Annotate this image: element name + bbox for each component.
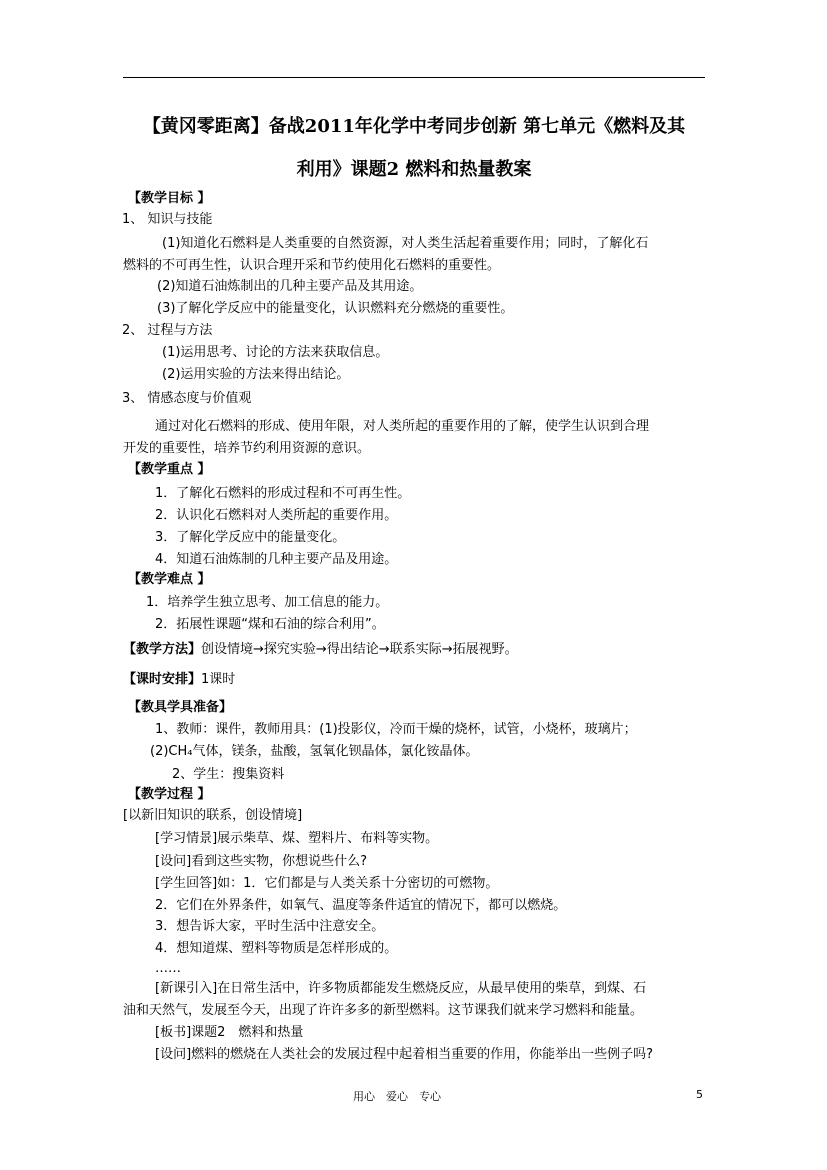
paragraph-line: 燃料的不可再生性，认识合理开采和节约使用化石燃料的重要性。 <box>123 258 501 273</box>
paragraph-line: (2)知道石油炼制出的几种主要产品及其用途。 <box>157 279 423 294</box>
section-heading-procedure: 【教学过程 】 <box>128 787 211 802</box>
paragraph-line: 2、学生：搜集资料 <box>172 767 285 782</box>
list-item: 2．拓展性课题“煤和石油的综合利用”。 <box>155 617 385 632</box>
subheading-knowledge: 1、 知识与技能 <box>122 212 213 227</box>
paragraph-line: (1)运用思考、讨论的方法来获取信息。 <box>162 345 389 360</box>
section-schedule <box>123 671 235 689</box>
section-heading-difficulties: 【教学难点 】 <box>128 572 211 587</box>
section-heading-tools: 【教具学具准备】 <box>128 700 233 715</box>
footer-motto: 用心 爱心 专心 <box>353 1090 441 1103</box>
list-item: 2．认识化石燃料对人类所起的重要作用。 <box>155 508 398 523</box>
header-rule <box>123 77 705 78</box>
paragraph-line: 油和天然气，发展至今天，出现了许许多多的新型燃料。这节课我们就来学习燃料和能量。 <box>123 1003 644 1018</box>
document-title-line-1: 【黄冈零距离】备战2011年化学中考同步创新 第七单元《燃料及其 <box>142 116 686 137</box>
methods-heading: 【教学方法】 <box>123 642 202 657</box>
section-heading-key-points: 【教学重点 】 <box>128 462 211 477</box>
list-item: 1．了解化石燃料的形成过程和不可再生性。 <box>155 486 411 501</box>
paragraph-line: (2)运用实验的方法来得出结论。 <box>162 367 350 382</box>
paragraph-line: [以新旧知识的联系，创设情境] <box>123 808 303 823</box>
subheading-attitude: 3、 情感态度与价值观 <box>122 391 252 406</box>
paragraph-line: 4．想知道煤、塑料等物质是怎样形成的。 <box>155 941 398 956</box>
ellipsis: …… <box>155 961 181 976</box>
paragraph-line: 2．它们在外界条件，如氧气、温度等条件适宜的情况下，都可以燃烧。 <box>155 898 567 913</box>
schedule-content: 1课时 <box>201 672 236 687</box>
paragraph-line: (2)CH₄气体，镁条，盐酸，氢氧化钡晶体，氯化铵晶体。 <box>150 744 479 759</box>
paragraph-line: [设问]燃料的燃烧在人类社会的发展过程中起着相当重要的作用，你能举出一些例子吗? <box>155 1047 654 1062</box>
paragraph-line: [新课引入]在日常生活中，许多物质都能发生燃烧反应，从最早使用的柴草，到煤、石 <box>155 981 647 996</box>
paragraph-line: 3．想告诉大家，平时生活中注意安全。 <box>155 919 385 934</box>
subheading-process: 2、 过程与方法 <box>122 323 213 338</box>
section-heading-objectives: 【教学目标 】 <box>128 191 211 206</box>
page-number: 5 <box>696 1088 703 1101</box>
paragraph-line: 通过对化石燃料的形成、使用年限，对人类所起的重要作用的了解，使学生认识到合理 <box>155 419 650 434</box>
paragraph-line: (1)知道化石燃料是人类重要的自然资源，对人类生活起着重要作用；同时，了解化石 <box>162 236 649 251</box>
paragraph-line: [板书]课题2 燃料和热量 <box>155 1025 304 1040</box>
paragraph-line: (3)了解化学反应中的能量变化，认识燃料充分燃烧的重要性。 <box>157 301 514 316</box>
paragraph-line: 1、教师：课件，教师用具：(1)投影仪，冷而干燥的烧杯，试管，小烧杯，玻璃片； <box>155 722 637 737</box>
list-item: 4．知道石油炼制的几种主要产品及用途。 <box>155 552 398 567</box>
methods-content: 创设情境→探究实验→得出结论→联系实际→拓展视野。 <box>201 642 518 657</box>
list-item: 1．培养学生独立思考、加工信息的能力。 <box>146 595 389 610</box>
section-methods <box>123 641 518 659</box>
paragraph-line: [学生回答]如：1．它们都是与人类关系十分密切的可燃物。 <box>155 876 499 891</box>
document-title-line-2: 利用》课题2 燃料和热量教案 <box>296 159 532 180</box>
paragraph-line: 开发的重要性，培养节约利用资源的意识。 <box>123 441 371 456</box>
paragraph-line: [学习情景]展示柴草、煤、塑料片、布料等实物。 <box>155 831 439 846</box>
paragraph-line: [设问]看到这些实物，你想说些什么? <box>155 854 368 869</box>
schedule-heading: 【课时安排】 <box>123 672 202 687</box>
list-item: 3．了解化学反应中的能量变化。 <box>155 530 346 545</box>
